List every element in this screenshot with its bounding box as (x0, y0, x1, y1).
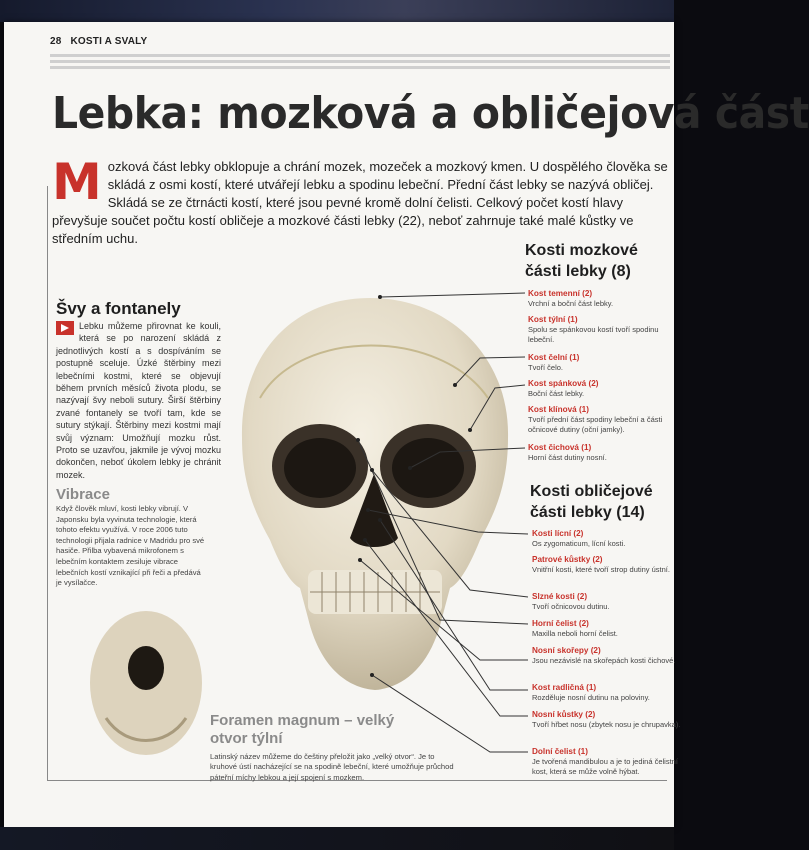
header-rule (50, 54, 670, 72)
intro-text: ozková část lebky obklopuje a chrání mozek, mozeček a mozkový kmen. U dospělého člověka se skládá z osmi kostí, které utvářejí lebku a spodinu lebeční. Přední část lebky se nazývá obličej. Skládá se ze čtrnácti kostí, které jsou pevné kromě dolní čelisti. Celkový počet kostí hlavy převyšuje součet počtu kostí obličeje a mozkové části lebky (22), neboť zahrnuje také malé kůstky ve středním uchu. (52, 159, 668, 246)
sutures-heading: Švy a fontanely (56, 299, 181, 318)
label-frontal: Kost čelní (1) Tvoří čelo. (528, 353, 580, 372)
label-temporal: Kost spánková (2) Boční část lebky. (528, 379, 599, 398)
intro-paragraph (52, 153, 672, 248)
foramen-text: Latinský název můžeme do češtiny přeložit jako „velký otvor“. Je to kruhové ústí nacházející se na spodině lebeční, které umožňuje průchod páteřní míchy lebkou a její spojení s mozkem. (210, 752, 454, 782)
scan-top-edge (0, 0, 674, 22)
label-occipital: Kost týlní (1) Spolu se spánkovou kostí tvoří spodinu lebeční. (528, 315, 659, 344)
label-nasal-bones: Nosní kůstky (2) Tvoří hřbet nosu (zbytek nosu je chrupavka). (532, 710, 681, 729)
vibrace-text: Když člověk mluví, kosti lebky vibrují. V Japonsku byla vyvinuta technologie, která tohoto efektu využívá. V roce 2006 tuto technologii přijala radnice v Madridu pro své hasiče. Přilba vybavená mikrofonem s lebečním kontaktem zesiluje vibrace lebečních kostí vznikající při řeči a předává je vysílačce. (56, 504, 205, 588)
column-rule (47, 186, 48, 780)
label-ethmoid: Kost čichová (1) Horní část dutiny nosní. (528, 443, 607, 462)
arrow-icon (56, 321, 74, 335)
foramen-heading: Foramen magnum – velký otvor týlní (210, 712, 395, 747)
label-zygomatic: Kosti lícní (2) Os zygomaticum, lícní kosti. (532, 529, 626, 548)
label-lacrimal: Slzné kosti (2) Tvoří očnicovou dutinu. (532, 592, 610, 611)
skull-base-image (86, 608, 206, 758)
section-name: KOSTI A SVALY (70, 36, 148, 47)
page-title: Lebka: mozková a obličejová část (52, 88, 809, 139)
label-parietal: Kost temenní (2) Vrchní a boční část lebky. (528, 289, 614, 308)
sutures-text: Lebku můžeme přirovnat ke kouli, která se po narození skládá z jednotlivých kostí a s dospíváním se postupně sceluje. Úzké štěrbiny mezi lebečními kostmi, které se objevují během prvních měsíců života plodu, se nazývají švy neboli sutury. Širší štěrbiny zvané fontanely se tvoří tam, kde se sutury stýkají. Štěrbiny mezi kostmi mají svůj význam: Umožňují mozku růst. Proto se uzavřou, jakmile je vývoj mozku dokončen, neboť úkolem lebky je chránit mozek. (56, 321, 221, 480)
sutures-body (56, 320, 221, 481)
label-vomer: Kost radličná (1) Rozděluje nosní dutinu na poloviny. (532, 683, 650, 702)
label-sphenoid: Kost klínová (1) Tvoří přední část spodiny lebeční a části očnicové dutiny (oční jamky). (528, 405, 663, 434)
running-header (50, 36, 147, 47)
drop-cap: M (52, 153, 102, 211)
cranial-heading: Kosti mozkové části lebky (8) (525, 242, 638, 280)
vibrace-heading: Vibrace (56, 486, 110, 503)
page-number: 28 (50, 36, 62, 47)
scan-bottom-edge (0, 827, 674, 850)
label-palatine: Patrové kůstky (2) Vnitřní kosti, které tvoří strop dutiny ústní. (532, 555, 670, 574)
label-nasal-conchae: Nosní skořepy (2) Jsou nezávislé na skořepách kosti čichové. (532, 646, 676, 665)
skull-front-image (230, 288, 520, 696)
facial-heading: Kosti obličejové části lebky (14) (530, 483, 653, 521)
label-mandible: Dolní čelist (1) Je tvořená mandibulou a je to jediná čelistní kost, která se může volně hýbat. (532, 747, 678, 776)
label-maxilla: Horní čelist (2) Maxilla neboli horní čelist. (532, 619, 618, 638)
